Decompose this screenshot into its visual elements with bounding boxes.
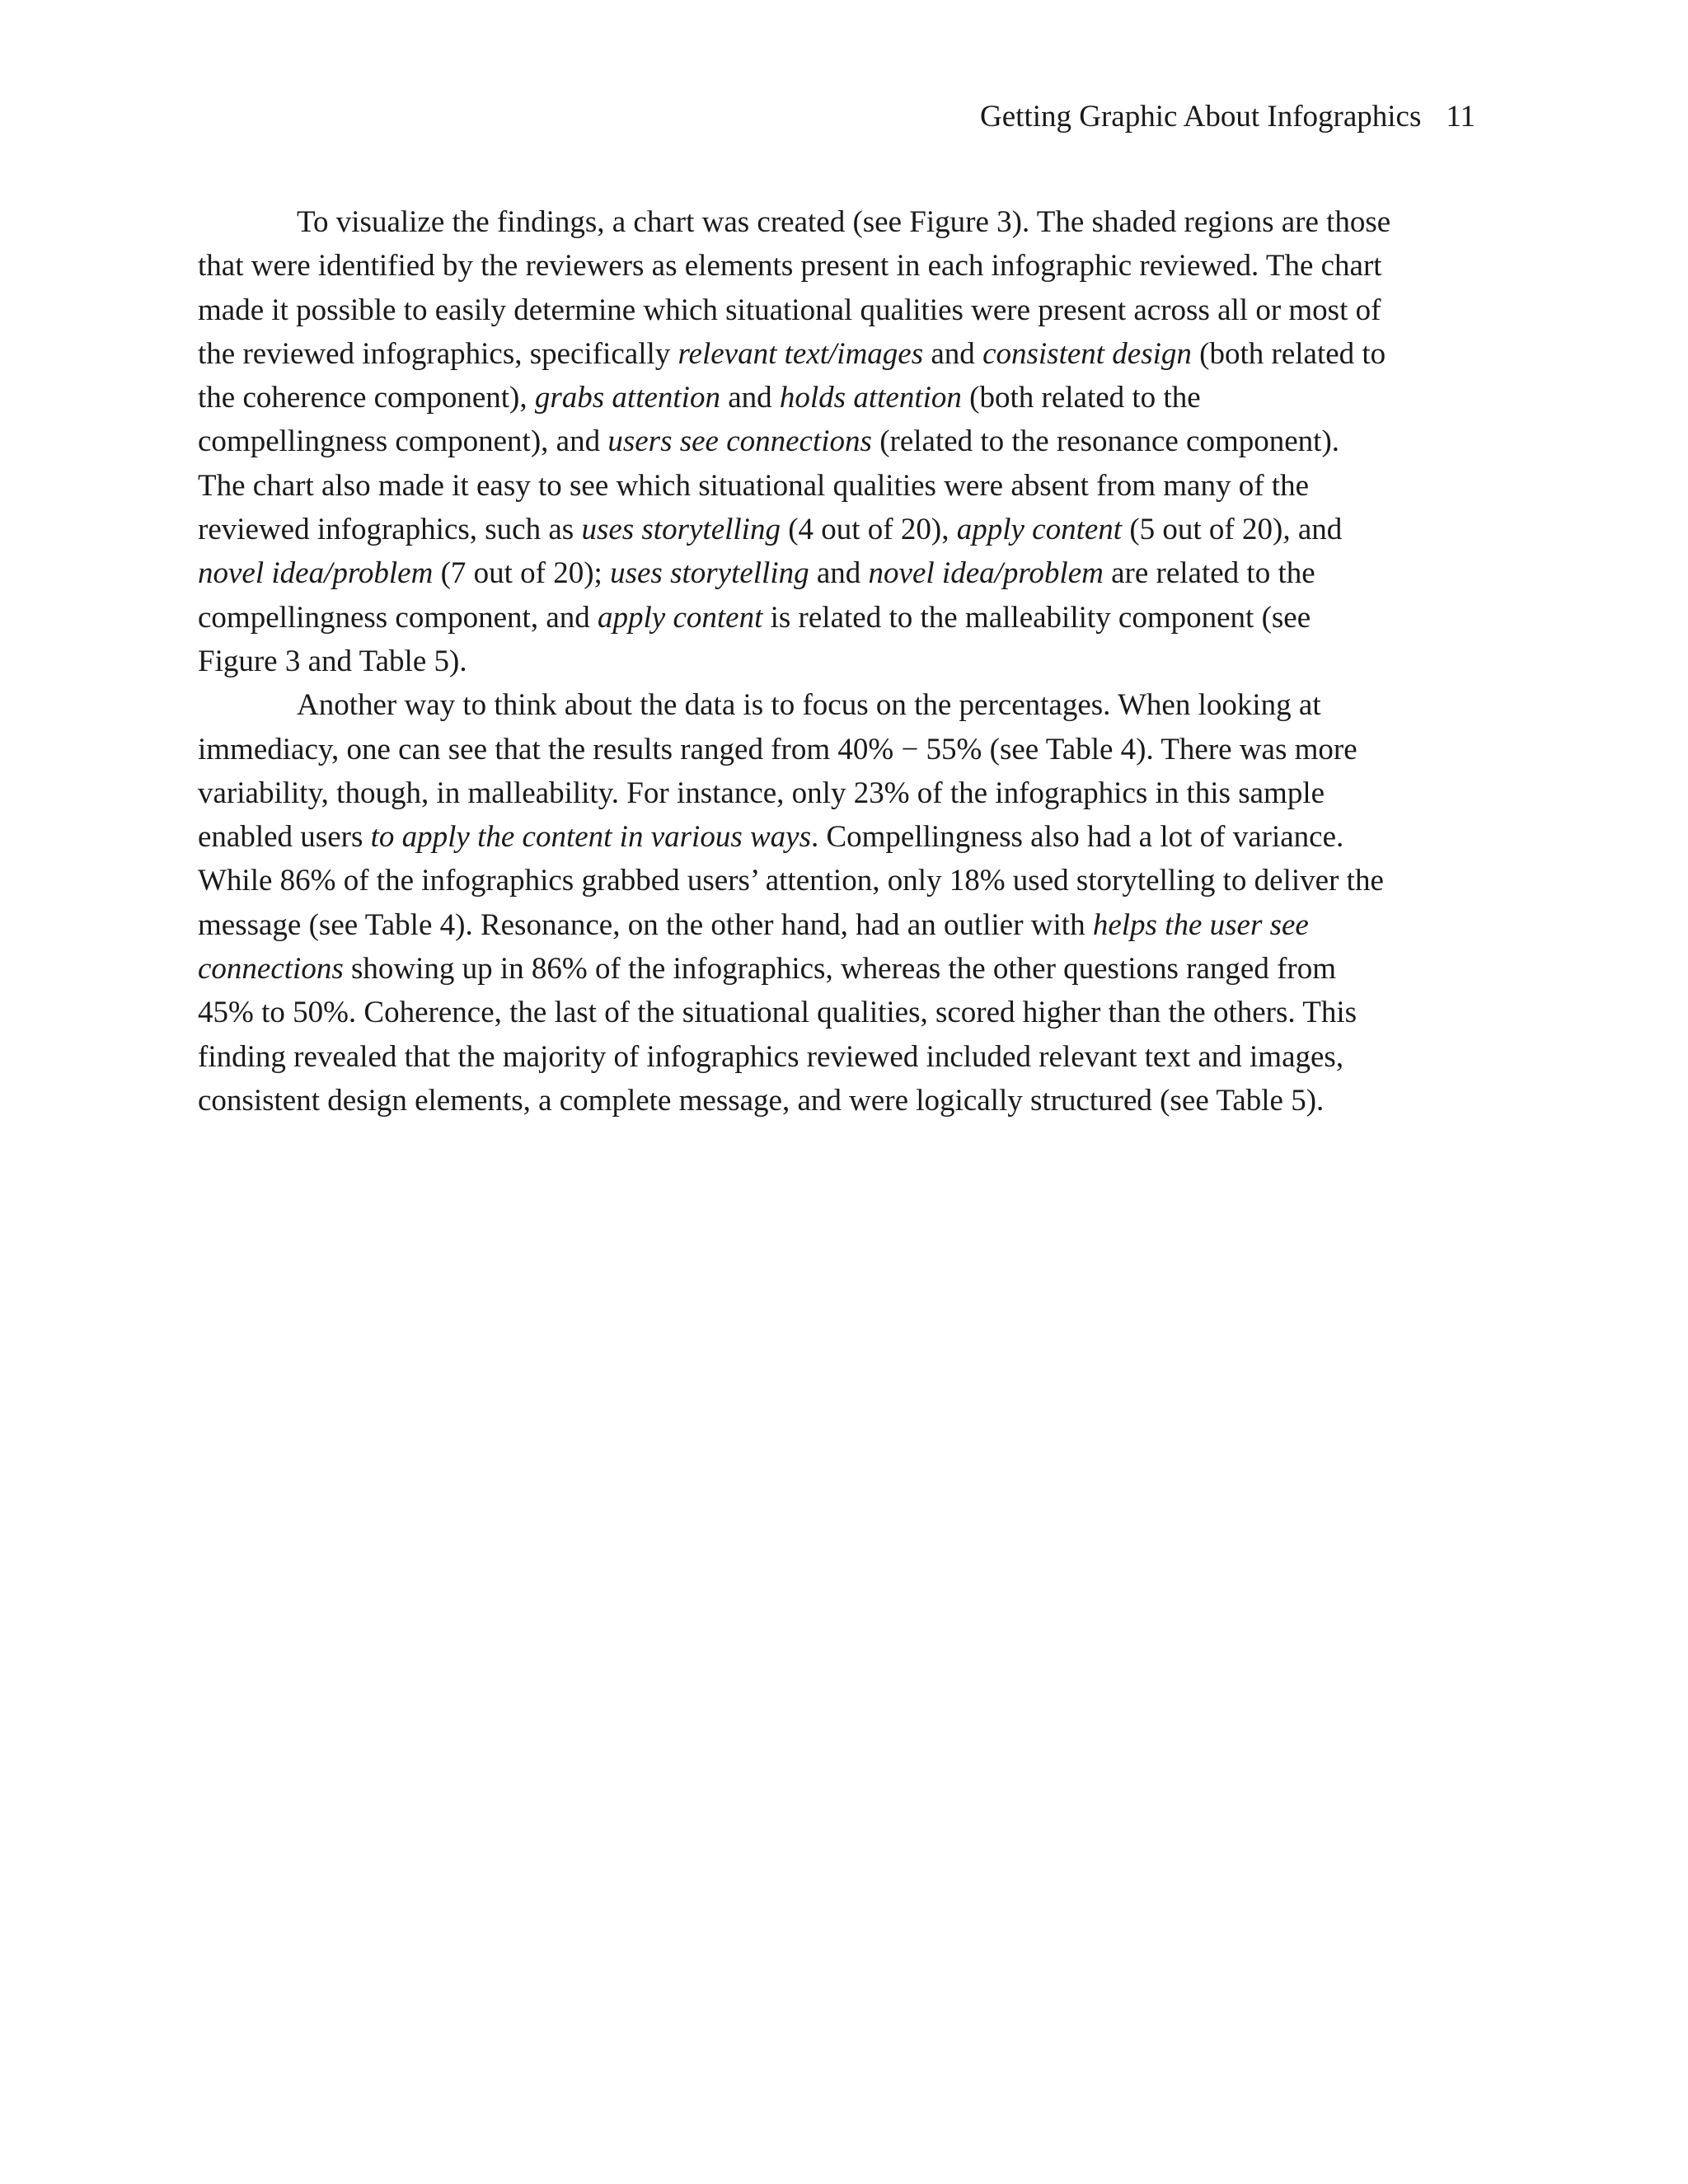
italic-run: novel idea/problem [868, 556, 1104, 591]
text-run: consistent design elements, a complete message, and were logically structured (see Table 5). [198, 1083, 1325, 1118]
text-line [198, 332, 1492, 376]
italic-run: holds attention [779, 381, 962, 415]
text-run: 45% to 50%. Coherence, the last of the situational qualities, scored higher than the others. This [198, 996, 1357, 1030]
text-line [198, 1035, 1492, 1079]
text-line [198, 551, 1492, 595]
text-run: that were identified by the reviewers as elements present in each infographic reviewed. The chart [198, 249, 1382, 284]
text-run: . Compellingness also had a lot of variance. [810, 820, 1344, 855]
text-line [198, 903, 1492, 947]
text-run: are related to the [1103, 556, 1315, 591]
text-run: (4 out of 20), [780, 513, 957, 547]
text-line [198, 376, 1492, 419]
text-line [198, 771, 1492, 815]
page-number: 11 [1446, 100, 1475, 134]
italic-run: apply content [956, 513, 1123, 547]
text-line [198, 200, 1492, 244]
text-line [198, 596, 1492, 640]
text-run: variability, though, in malleability. For instance, only 23% of the infographics in this sample [198, 776, 1325, 810]
text-line [198, 683, 1492, 727]
text-run: Another way to think about the data is to focus on the percentages. When looking at [297, 688, 1321, 723]
text-line [198, 419, 1492, 463]
text-run: While 86% of the infographics grabbed users’ attention, only 18% used storytelling to deliver the [198, 864, 1384, 898]
text-line [198, 288, 1492, 332]
text-line [198, 464, 1492, 508]
text-run: compellingness component), and [198, 424, 608, 459]
text-run: Figure 3 and Table 5). [198, 644, 467, 678]
italic-run: users see connections [607, 424, 872, 459]
text-line [198, 640, 1492, 683]
running-title: Getting Graphic About Infographics [980, 100, 1422, 134]
text-run: (both related to the [961, 381, 1201, 415]
text-line [198, 991, 1492, 1034]
running-head [980, 97, 1475, 137]
text-run: and [720, 381, 780, 415]
text-line [198, 1079, 1492, 1122]
text-run: compellingness component, and [198, 600, 598, 635]
paragraph-2 [198, 683, 1492, 1122]
text-run: immediacy, one can see that the results ranged from 40% − 55% (see Table 4). There was more [198, 732, 1357, 766]
text-run: and [923, 336, 983, 371]
text-line [198, 815, 1492, 859]
italic-run: uses storytelling [610, 556, 809, 591]
italic-run: grabs attention [534, 381, 720, 415]
text-line [198, 244, 1492, 288]
text-run: the reviewed infographics, specifically [198, 336, 678, 371]
italic-run: novel idea/problem [198, 556, 434, 591]
paragraph-1 [198, 200, 1492, 683]
text-run: enabled users [198, 820, 371, 855]
text-run: finding revealed that the majority of infographics reviewed included relevant text and images, [198, 1039, 1344, 1074]
text-run: To visualize the findings, a chart was created (see Figure 3). The shaded regions are those [297, 205, 1391, 239]
italic-run: connections [198, 952, 344, 987]
text-run: reviewed infographics, such as [198, 513, 582, 547]
italic-run: helps the user see [1092, 907, 1309, 942]
body-text [198, 200, 1492, 1122]
text-line [198, 947, 1492, 991]
text-run: The chart also made it easy to see which situational qualities were absent from many of the [198, 468, 1310, 503]
text-run: and [1290, 513, 1343, 547]
italic-run: relevant text/images [678, 336, 924, 371]
text-run: (both related to [1191, 336, 1386, 371]
text-run: message (see Table 4). Resonance, on the other hand, had an outlier with [198, 907, 1093, 942]
text-run: and [809, 556, 869, 591]
text-run: is related to the malleability component (see [762, 600, 1311, 635]
italic-run: , [1282, 513, 1291, 547]
italic-run: to apply the content in various ways [370, 820, 811, 855]
text-run: (7 out of 20); [433, 556, 611, 591]
text-line [198, 728, 1492, 771]
text-run: showing up in 86% of the infographics, whereas the other questions ranged from [343, 952, 1337, 987]
text-run: made it possible to easily determine which situational qualities were present across all or most of [198, 293, 1381, 327]
italic-run: apply content [598, 600, 763, 635]
text-run: (related to the resonance component). [871, 424, 1340, 459]
italic-run: uses storytelling [581, 513, 781, 547]
text-line [198, 859, 1492, 902]
italic-run: consistent design [982, 336, 1192, 371]
text-line [198, 508, 1492, 551]
text-run: (5 out of 20) [1122, 513, 1283, 547]
text-run: the coherence component), [198, 381, 535, 415]
